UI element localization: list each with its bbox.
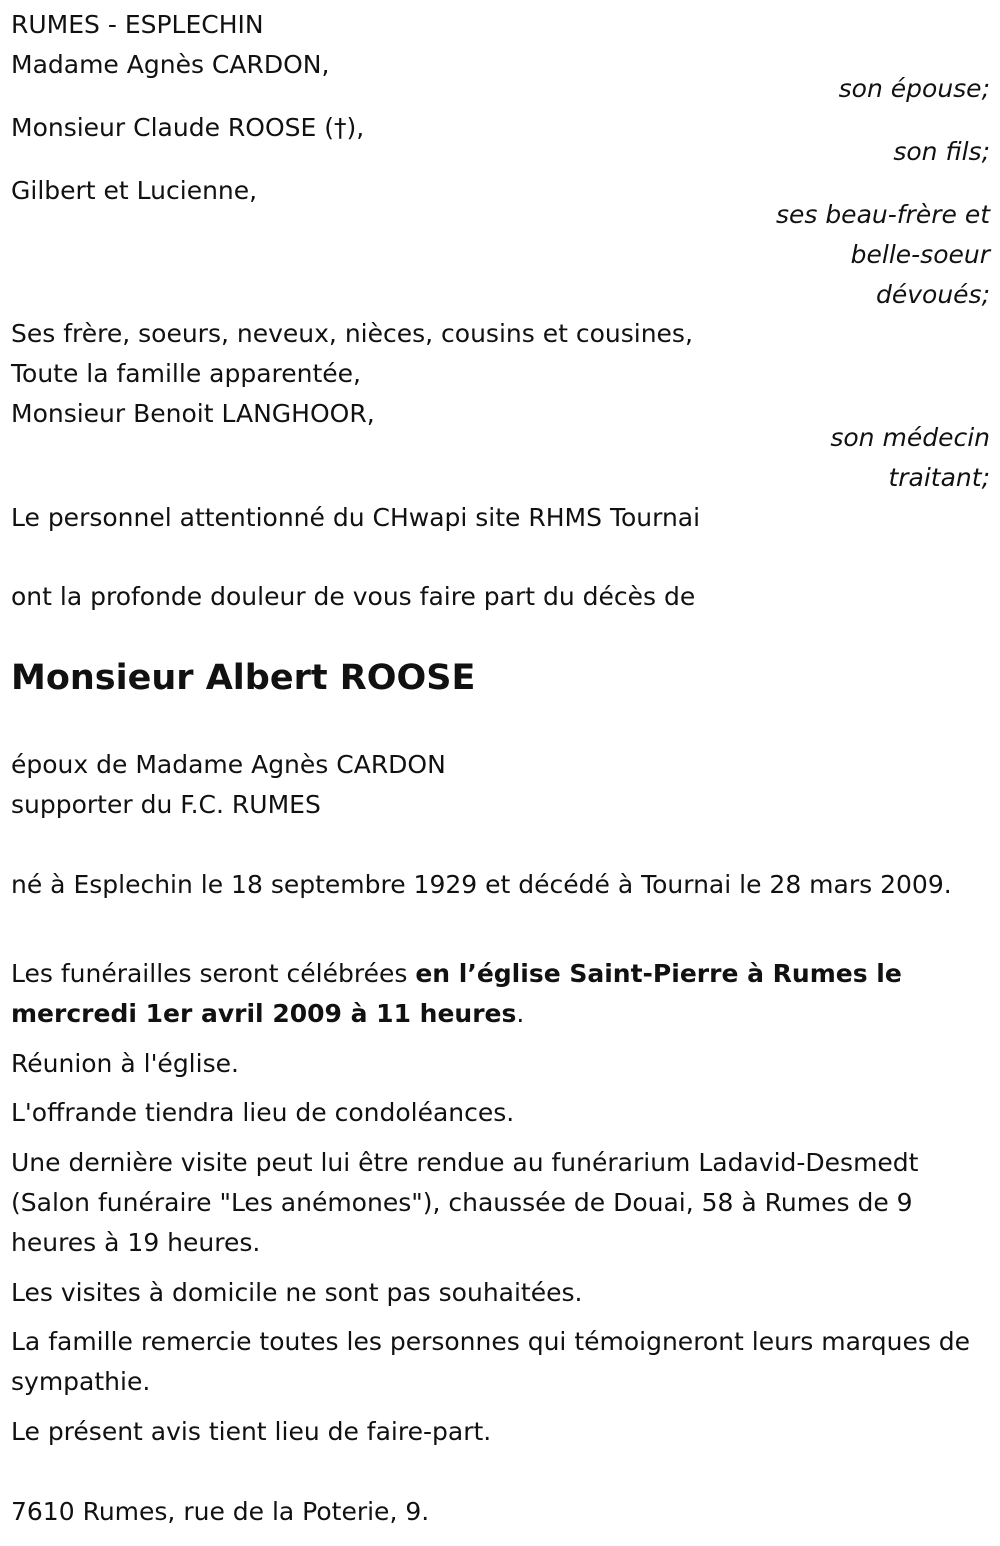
address-line: 7610 Rumes, rue de la Poterie, 9.	[11, 1497, 430, 1526]
reunion-line: Réunion à l'église.	[11, 1049, 239, 1078]
spouse-relation: son épouse;	[838, 74, 990, 103]
relatives-line: Ses frère, soeurs, neveux, nièces, cousins et cousines,	[11, 319, 693, 348]
birth-death-paragraph: né à Esplechin le 18 septembre 1929 et décédé à Tournai le 28 mars 2009.	[11, 870, 952, 899]
staff-line: Le personnel attentionné du CHwapi site RHMS Tournai	[11, 503, 701, 532]
family-line: Toute la famille apparentée,	[11, 359, 361, 388]
home-visits-line: Les visites à domicile ne sont pas souhaitées.	[11, 1278, 583, 1307]
announcement-line: ont la profonde douleur de vous faire part du décès de	[11, 582, 696, 611]
in-laws-names: Gilbert et Lucienne,	[11, 176, 258, 205]
doctor-name: Monsieur Benoit LANGHOOR,	[11, 399, 375, 428]
funeral-end: .	[516, 999, 525, 1028]
funeral-details: en l’église Saint-Pierre à Rumes le mercredi 1er avril 2009 à 11 heures	[11, 959, 902, 1028]
funeral-paragraph	[11, 954, 986, 1034]
doctor-relation-line-2: traitant;	[888, 463, 990, 492]
in-laws-relation-line-3: dévoués;	[875, 280, 990, 309]
supporter-line: supporter du F.C. RUMES	[11, 790, 321, 819]
visit-paragraph: Une dernière visite peut lui être rendue au funérarium Ladavid-Desmedt (Salon funéraire "Les anémones"), chaussée de Douai, 58 à Rumes de 9 heures à 19 heures.	[11, 1148, 919, 1257]
son-relation: son fils;	[893, 137, 990, 166]
thanks-paragraph: La famille remercie toutes les personnes qui témoigneront leurs marques de sympathie.	[11, 1327, 971, 1396]
spouse-name: Madame Agnès CARDON,	[11, 50, 330, 79]
funeral-intro: Les funérailles seront célébrées	[11, 959, 416, 988]
doctor-relation-line-1: son médecin	[830, 423, 990, 452]
spouse-of-line: époux de Madame Agnès CARDON	[11, 750, 446, 779]
in-laws-relation-line-1: ses beau-frère et	[775, 200, 990, 229]
offering-line: L'offrande tiendra lieu de condoléances.	[11, 1098, 515, 1127]
in-laws-relation-line-2: belle-soeur	[850, 240, 990, 269]
location-header: RUMES - ESPLECHIN	[11, 10, 264, 39]
deceased-name: Monsieur Albert ROOSE	[11, 658, 476, 698]
notice-line: Le présent avis tient lieu de faire-part.	[11, 1417, 492, 1446]
son-name: Monsieur Claude ROOSE (†),	[11, 113, 365, 142]
